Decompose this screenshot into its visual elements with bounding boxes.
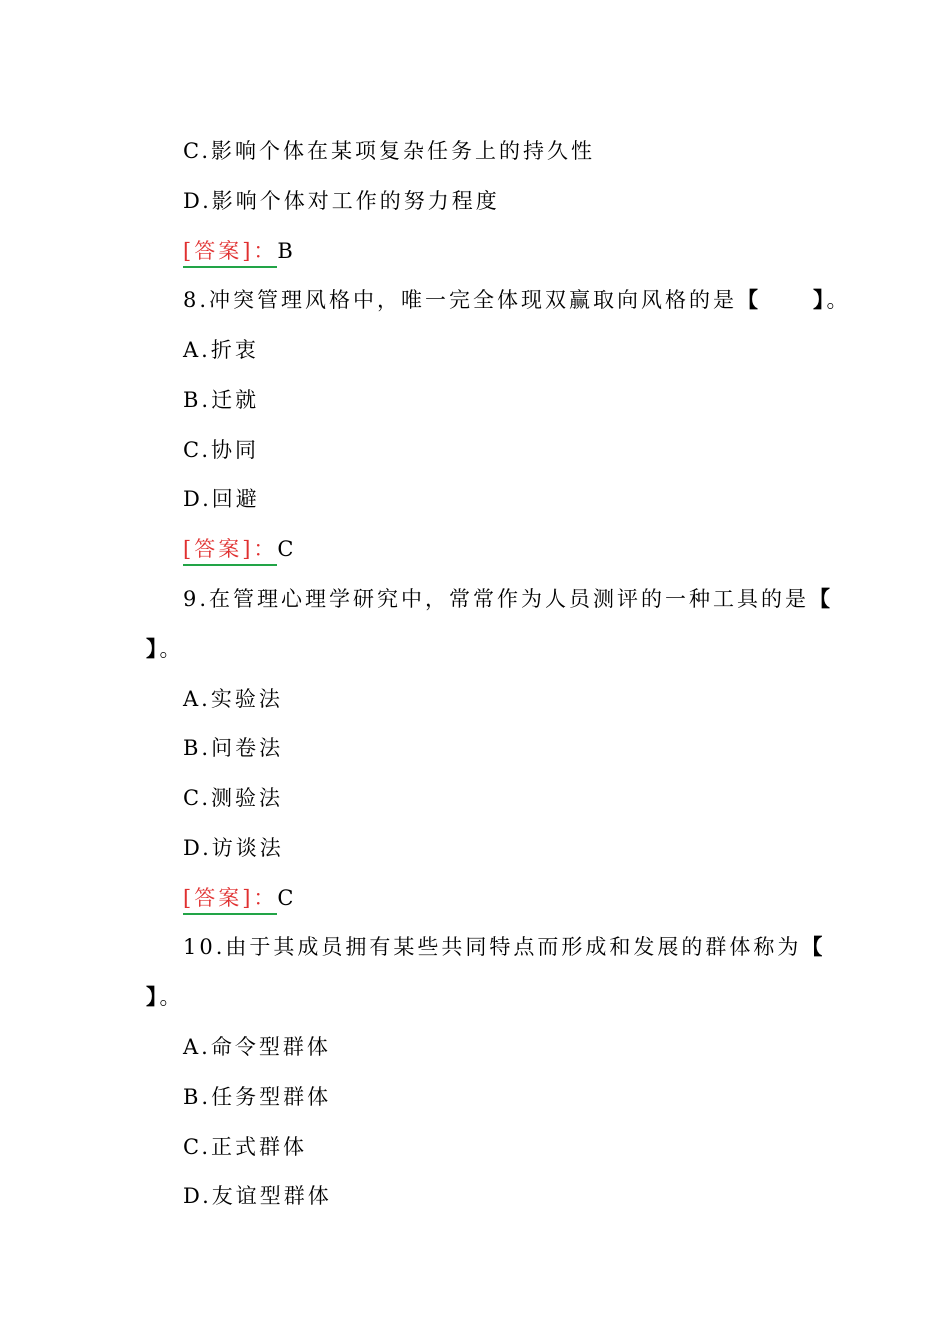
question-8-stem [183,285,851,315]
option-d: D.回避 [183,487,260,511]
answer-line [183,883,296,913]
answer-bracket-open: 【 [801,934,826,959]
option-c: C.测验法 [183,786,283,810]
question-stem-text: 9.在管理心理学研究中，常常作为人员测评的一种工具的是 [183,587,810,611]
answer-line [183,534,296,564]
option-d: D.访谈法 [183,836,284,860]
question-10-stem-continued [146,982,184,1012]
question-stem-tail: 。 [826,288,851,312]
option-a: A.折衷 [183,338,259,362]
question-9-stem [183,584,833,614]
question-10-stem [183,932,825,962]
question-stem-text: 10.由于其成员拥有某些共同特点而形成和发展的群体称为 [183,935,802,959]
option-c: C.正式群体 [183,1135,307,1159]
answer-tag: [答案]： [183,883,277,913]
answer-value: C [277,537,297,561]
answer-bracket-close: 】 [146,984,160,1009]
option-a: A.命令型群体 [183,1035,331,1059]
option-c: C.协同 [183,438,259,462]
option-b: B.任务型群体 [183,1085,332,1109]
question-stem-tail: 。 [159,985,184,1009]
question-stem-tail: 。 [159,637,184,661]
answer-bracket-close: 】 [813,287,827,312]
answer-value: C [277,886,297,910]
answer-value: B [277,239,296,263]
question-stem-text: 8.冲突管理风格中，唯一完全体现双赢取向风格的是 [183,288,738,312]
answer-bracket-open: 【 [737,287,762,312]
answer-tag: [答案]： [183,236,277,266]
option-b: B.问卷法 [183,736,284,760]
option-d: D.友谊型群体 [183,1184,332,1208]
option-a: A.实验法 [183,687,283,711]
answer-line [183,236,296,266]
option-c: C.影响个体在某项复杂任务上的持久性 [183,139,595,163]
option-b: B.迁就 [183,388,260,412]
question-9-stem-continued [146,634,184,664]
answer-bracket-open: 【 [809,586,834,611]
option-d: D.影响个体对工作的努力程度 [183,189,500,213]
answer-tag: [答案]： [183,534,277,564]
answer-bracket-close: 】 [146,636,160,661]
